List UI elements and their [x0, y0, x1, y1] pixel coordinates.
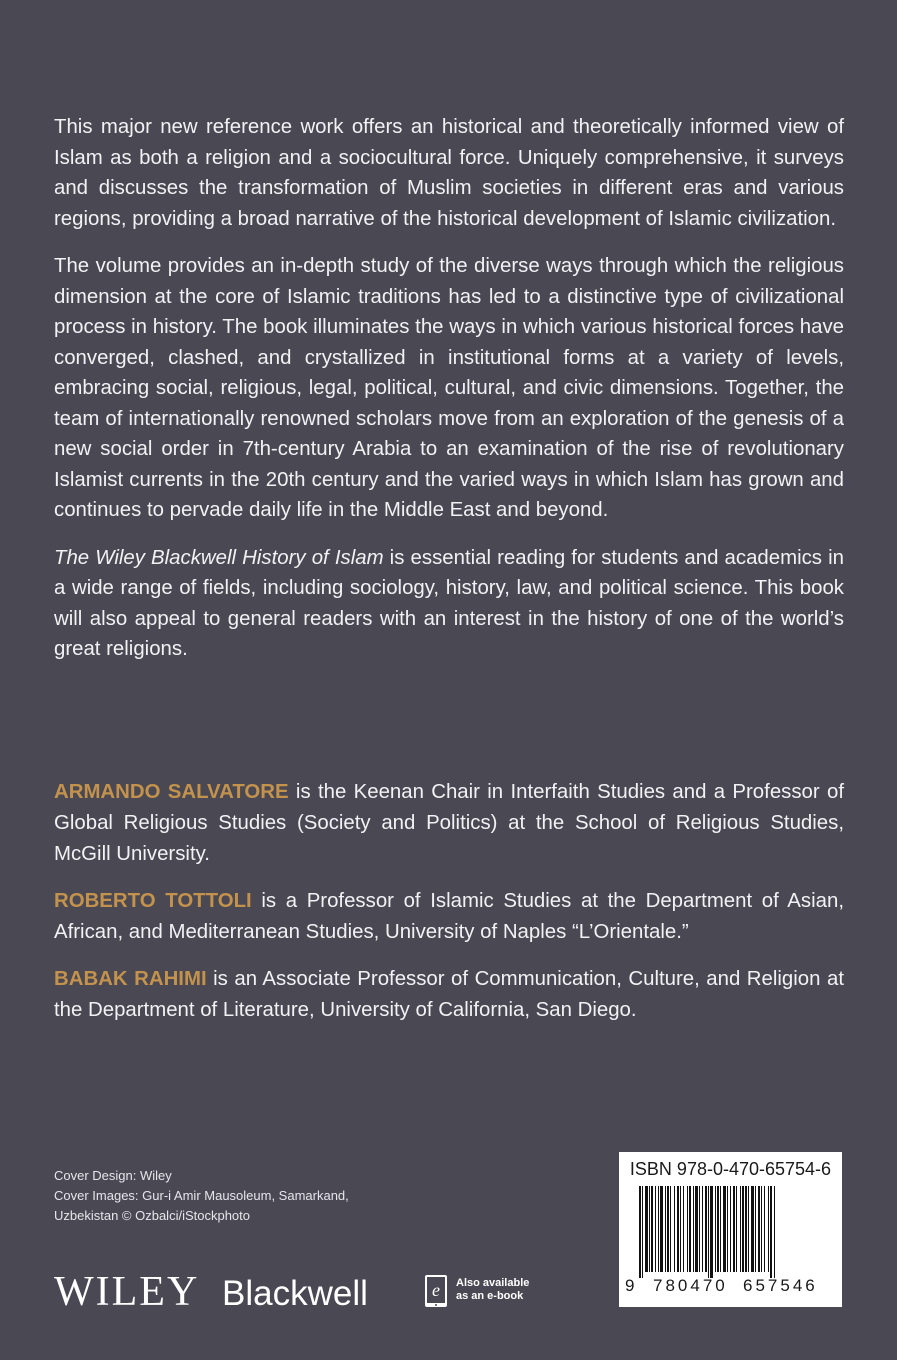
author-bio-text: is the Keenan Chair in Interfaith Studies and a Professor of Global Religious Studies (Society and Politics) at the School of Religious Studies, McGill University. — [54, 781, 844, 865]
cover-images-credit-line-1: Cover Images: Gur-i Amir Mausoleum, Samarkand, — [54, 1188, 349, 1203]
book-title: The Wiley Blackwell History of Islam — [54, 546, 384, 569]
barcode-bar — [755, 1186, 756, 1272]
barcode-right-digits: 657546 — [743, 1276, 818, 1295]
barcode-bar — [693, 1186, 694, 1272]
barcode-lead-digit: 9 — [625, 1276, 635, 1295]
barcode-bar — [710, 1186, 713, 1278]
author-bio — [54, 964, 844, 1026]
barcode-bar — [764, 1186, 765, 1272]
barcode-bar — [770, 1186, 772, 1278]
cover-design-credit: Cover Design: Wiley — [54, 1168, 172, 1183]
barcode-bar — [683, 1186, 684, 1272]
barcode-left-digits: 780470 — [653, 1276, 728, 1295]
ebook-icon — [424, 1274, 448, 1308]
author-name: ARMANDO SALVATORE — [54, 781, 289, 803]
barcode-bar — [708, 1186, 709, 1278]
author-name: ROBERTO TOTTOLI — [54, 890, 252, 912]
ebook-text-line-1: Also available — [456, 1277, 530, 1289]
barcode-bar — [733, 1186, 735, 1272]
barcode-bar — [768, 1186, 769, 1272]
barcode-bar — [751, 1186, 754, 1272]
blurb-paragraph-3-text: is essential reading for students and academics in a wide range of fields, including sociology, history, law, and political science. This book will also appeal to general readers with an interest in the history of one of the world’s great religions. — [54, 546, 844, 660]
blurb-paragraph-3 — [54, 543, 844, 665]
barcode-bar — [655, 1186, 656, 1272]
cover-credits — [54, 1166, 394, 1226]
blackwell-logo: Blackwell — [222, 1274, 368, 1313]
barcode-bar — [660, 1186, 663, 1272]
barcode-bar — [748, 1186, 749, 1272]
barcode-bar — [658, 1186, 659, 1272]
barcode-bar — [695, 1186, 698, 1272]
barcode-bar — [705, 1186, 707, 1272]
ebook-text-line-2: as an e-book — [456, 1290, 524, 1302]
barcode-bar — [642, 1186, 643, 1278]
barcode-bar — [674, 1186, 675, 1272]
wiley-logo: WILEY — [54, 1269, 200, 1315]
author-name: BABAK RAHIMI — [54, 968, 207, 990]
barcode-bar — [680, 1186, 681, 1272]
barcode-bar — [717, 1186, 719, 1272]
barcode-bar — [774, 1186, 775, 1278]
barcode-bar — [699, 1186, 700, 1272]
ebook-badge — [424, 1274, 554, 1314]
cover-images-credit-line-2: Uzbekistan © Ozbalci/iStockphoto — [54, 1208, 251, 1223]
barcode-bar — [720, 1186, 721, 1272]
barcode-bar — [702, 1186, 703, 1272]
isbn-number: ISBN 978-0-470-65754-6 — [629, 1159, 832, 1179]
barcode-bar — [651, 1186, 653, 1272]
barcode-bar — [665, 1186, 666, 1272]
barcode-bar — [677, 1186, 679, 1272]
barcode-bar — [649, 1186, 650, 1272]
barcode-bar — [670, 1186, 671, 1272]
barcode-bar — [740, 1186, 741, 1272]
ebook-text — [456, 1277, 546, 1303]
barcode-bar — [723, 1186, 726, 1272]
blurb-paragraph-1: This major new reference work offers an historical and theoretically informed view of Islam as both a religion and a sociocultural force. Uniquely comprehensive, it surveys and discusses the transformation of Muslim societies in different eras and various regions, providing a broad narrative of the historical development of Islamic civilization. — [54, 116, 844, 230]
barcode-bar — [761, 1186, 762, 1272]
barcode-bar — [715, 1186, 716, 1272]
barcode-bar — [758, 1186, 760, 1272]
barcode-bar — [742, 1186, 744, 1272]
barcode-bar — [727, 1186, 728, 1272]
author-bio-text: is a Professor of Islamic Studies at the Department of Asian, African, and Mediterranean Studies, University of Naples “L’Orientale.” — [54, 890, 844, 943]
author-bios — [54, 777, 844, 1042]
author-bio — [54, 777, 844, 870]
barcode-bar — [639, 1186, 641, 1278]
barcode-bar — [745, 1186, 747, 1272]
description-blurb — [54, 112, 844, 682]
barcode-bar — [736, 1186, 737, 1272]
barcode-bar — [667, 1186, 669, 1272]
barcode-bar — [689, 1186, 691, 1272]
barcode-bar — [645, 1186, 648, 1272]
barcode-bar — [687, 1186, 688, 1272]
barcode-bar — [730, 1186, 731, 1272]
author-bio-text: is an Associate Professor of Communication, Culture, and Religion at the Department of Literature, University of California, San Diego. — [54, 968, 844, 1021]
svg-text:e: e — [432, 1280, 440, 1300]
isbn-barcode — [619, 1152, 842, 1307]
blurb-paragraph-2: The volume provides an in-depth study of the diverse ways through which the religious dimension at the core of Islamic traditions has led to a distinctive type of civilizational process in history. The book illuminates the ways in which various historical forces have converged, clashed, and crystallized in institutional forms at a variety of levels, embracing social, religious, legal, political, cultural, and civic dimensions. Together, the team of internationally renowned scholars move from an exploration of the genesis of a new social order in 7th-century Arabia to an examination of the rise of revolutionary Islamist currents in the 20th century and the varied ways in which Islam has grown and continues to pervade daily life in the Middle East and beyond. — [54, 255, 844, 521]
author-bio — [54, 886, 844, 948]
